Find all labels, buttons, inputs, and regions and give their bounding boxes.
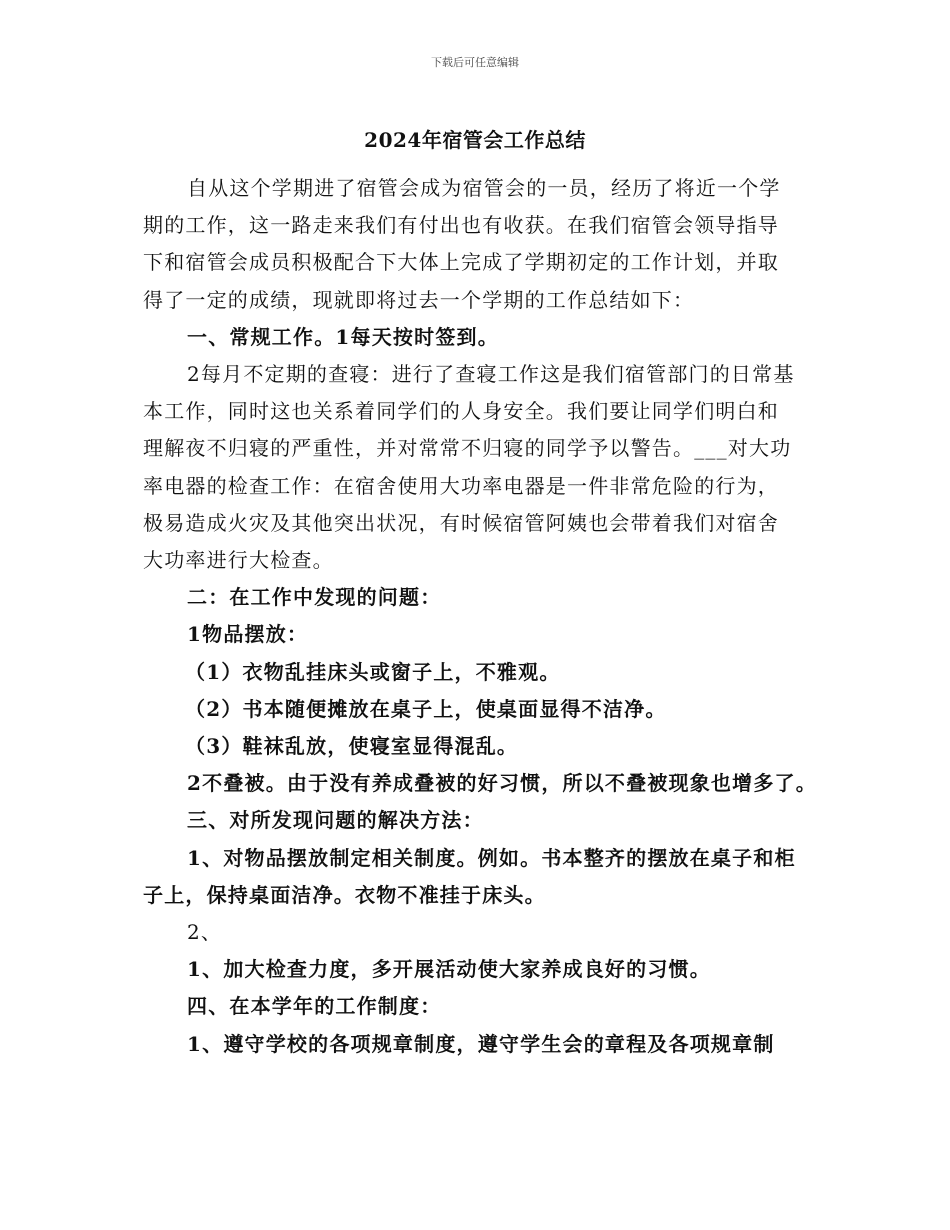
document-title: 2024年宿管会工作总结 (364, 128, 586, 152)
paragraph-line: 极易造成火灾及其他突出状况，有时候宿管阿姨也会带着我们对宿舍 (143, 510, 779, 535)
list-item: （2）书本随便摊放在桌子上，使桌面显得不洁净。 (185, 696, 667, 721)
paragraph-line: 得了一定的成绩，现就即将过去一个学期的工作总结如下： (143, 287, 695, 312)
paragraph-line: 下和宿管会成员积极配合下大体上完成了学期初定的工作计划，并取 (143, 250, 779, 275)
list-item: 1、对物品摆放制定相关制度。例如。书本整齐的摆放在桌子和柜 (187, 845, 796, 870)
section-heading: 三、对所发现问题的解决方法： (187, 808, 484, 833)
paragraph-line: 理解夜不归寝的严重性，并对常常不归寝的同学予以警告。___对大功 (143, 436, 792, 461)
paragraph-line: 子上，保持桌面洁净。衣物不准挂于床头。 (143, 882, 546, 907)
list-item: 1、加大检查力度，多开展活动使大家养成良好的习惯。 (187, 957, 711, 982)
list-item: 2、 (187, 920, 223, 945)
list-item: 1、遵守学校的各项规章制度，遵守学生会的章程及各项规章制 (187, 1031, 775, 1056)
paragraph-line: 自从这个学期进了宿管会成为宿管会的一员，经历了将近一个学 (187, 176, 781, 200)
list-item: 1物品摆放： (187, 622, 309, 647)
section-heading: 二：在工作中发现的问题： (187, 585, 442, 610)
section-heading: 一、常规工作。1每天按时签到。 (187, 324, 499, 349)
list-item: 2不叠被。由于没有养成叠被的好习惯，所以不叠被现象也增多了。 (187, 771, 817, 796)
list-item: （3）鞋袜乱放，使寝室显得混乱。 (185, 734, 519, 759)
paragraph-line: 2每月不定期的查寝：进行了查寝工作这是我们宿管部门的日常基 (187, 362, 795, 387)
paragraph-line: 期的工作，这一路走来我们有付出也有收获。在我们宿管会领导指导 (143, 213, 779, 238)
header-note: 下载后可任意编辑 (431, 56, 519, 69)
document-body (143, 170, 823, 1063)
paragraph-line: 大功率进行大检查。 (143, 548, 334, 573)
list-item: （1）衣物乱挂床头或窗子上，不雅观。 (185, 659, 561, 684)
paragraph-line: 本工作，同时这也关系着同学们的人身安全。我们要让同学们明白和 (143, 399, 779, 424)
paragraph-line: 率电器的检查工作：在宿舍使用大功率电器是一件非常危险的行为， (143, 473, 779, 498)
section-heading: 四、在本学年的工作制度： (187, 994, 442, 1019)
